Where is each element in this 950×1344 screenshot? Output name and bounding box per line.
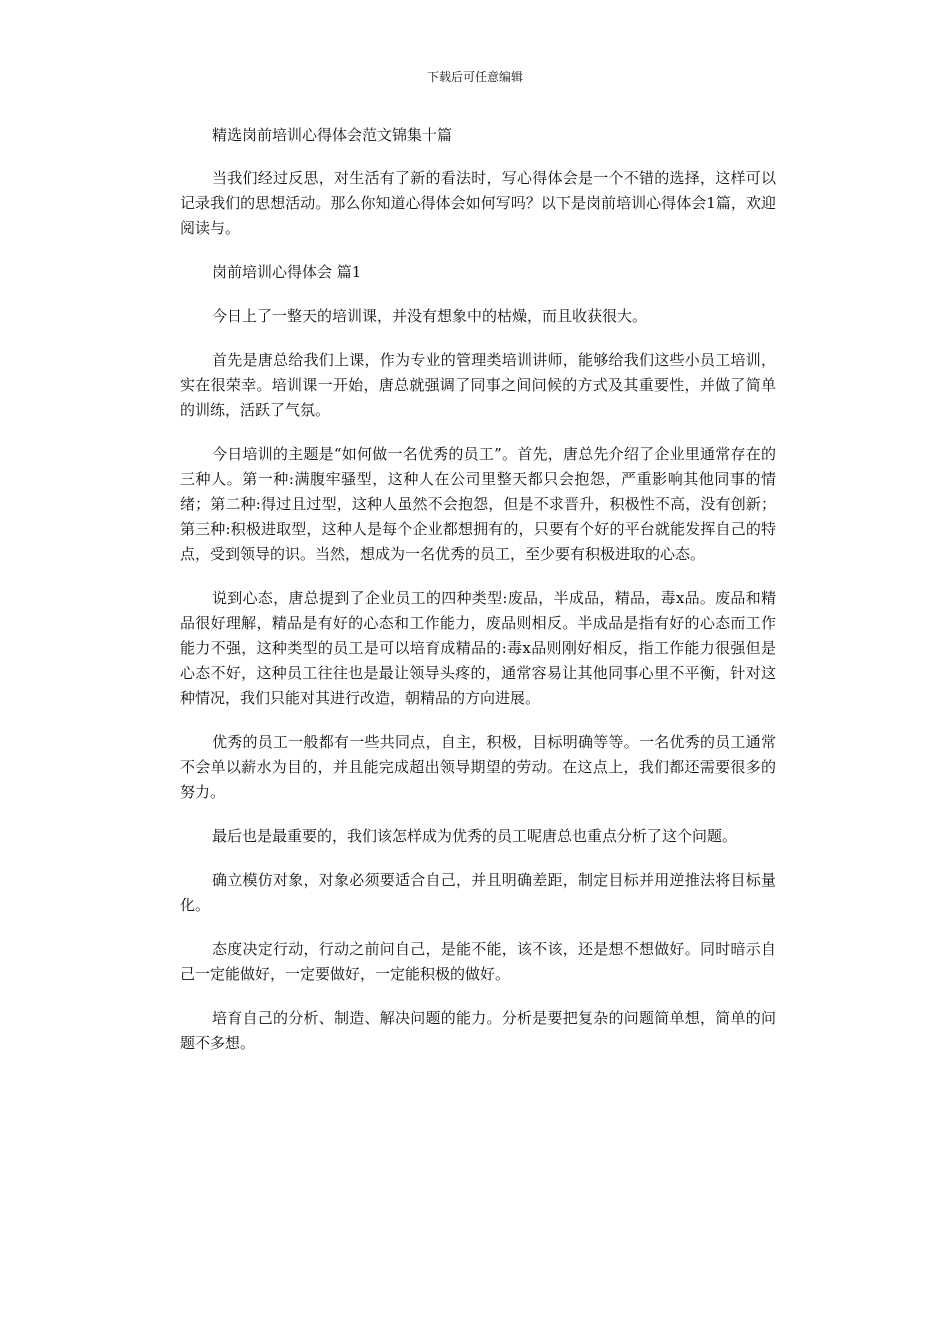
body-paragraph-6: 最后也是最重要的，我们该怎样成为优秀的员工呢唐总也重点分析了这个问题。	[212, 827, 738, 845]
section-heading: 岗前培训心得体会 篇1	[212, 263, 362, 281]
body-paragraph-5: 优秀的员工一般都有一些共同点，自主，积极，目标明确等等。一名优秀的员工通常不会单以薪水为目的，并且能完成超出领导期望的劳动。在这点上，我们都还需要很多的努力。	[180, 733, 776, 801]
body-paragraph-9: 培育自己的分析、制造、解决问题的能力。分析是要把复杂的问题简单想，简单的问题不多想。	[180, 1009, 776, 1052]
body-paragraph-4: 说到心态，唐总提到了企业员工的四种类型:废品，半成品，精品，毒x品。废品和精品很好理解，精品是有好的心态和工作能力，废品则相反。半成品是指有好的心态而工作能力不强，这种类型的员工是可以培育成精品的:毒x品则刚好相反，指工作能力很强但是心态不好，这种员工往往也是最让领导头疼的，通常容易让其他同事心里不平衡，针对这种情况，我们只能对其进行改造，朝精品的方向进展。	[180, 589, 776, 707]
document-title: 精选岗前培训心得体会范文锦集十篇	[212, 126, 453, 144]
intro-paragraph: 当我们经过反思，对生活有了新的看法时，写心得体会是一个不错的选择，这样可以记录我们的思想活动。那么你知道心得体会如何写吗？以下是岗前培训心得体会1篇，欢迎阅读与。	[180, 169, 776, 237]
header-note: 下载后可任意编辑	[426, 70, 523, 84]
body-paragraph-3: 今日培训的主题是“如何做一名优秀的员工”。首先，唐总先介绍了企业里通常存在的三种人。第一种:满腹牢骚型，这种人在公司里整天都只会抱怨，严重影响其他同事的情绪；第二种:得过且过型，这种人虽然不会抱怨，但是不求晋升，积极性不高，没有创新；第三种:积极进取型，这种人是每个企业都想拥有的，只要有个好的平台就能发挥自己的特点，受到领导的识。当然，想成为一名优秀的员工，至少要有积极进取的心态。	[180, 445, 776, 563]
body-paragraph-8: 态度决定行动，行动之前问自己，是能不能，该不该，还是想不想做好。同时暗示自己一定能做好，一定要做好，一定能积极的做好。	[180, 940, 776, 983]
body-paragraph-2: 首先是唐总给我们上课，作为专业的管理类培训讲师，能够给我们这些小员工培训，实在很荣幸。培训课一开始，唐总就强调了同事之间问候的方式及其重要性，并做了简单的训练，活跃了气氛。	[180, 351, 776, 419]
body-paragraph-1: 今日上了一整天的培训课，并没有想象中的枯燥，而且收获很大。	[212, 307, 648, 325]
document-body	[180, 120, 776, 1075]
body-paragraph-7: 确立模仿对象，对象必须要适合自己，并且明确差距，制定目标并用逆推法将目标量化。	[180, 871, 776, 914]
